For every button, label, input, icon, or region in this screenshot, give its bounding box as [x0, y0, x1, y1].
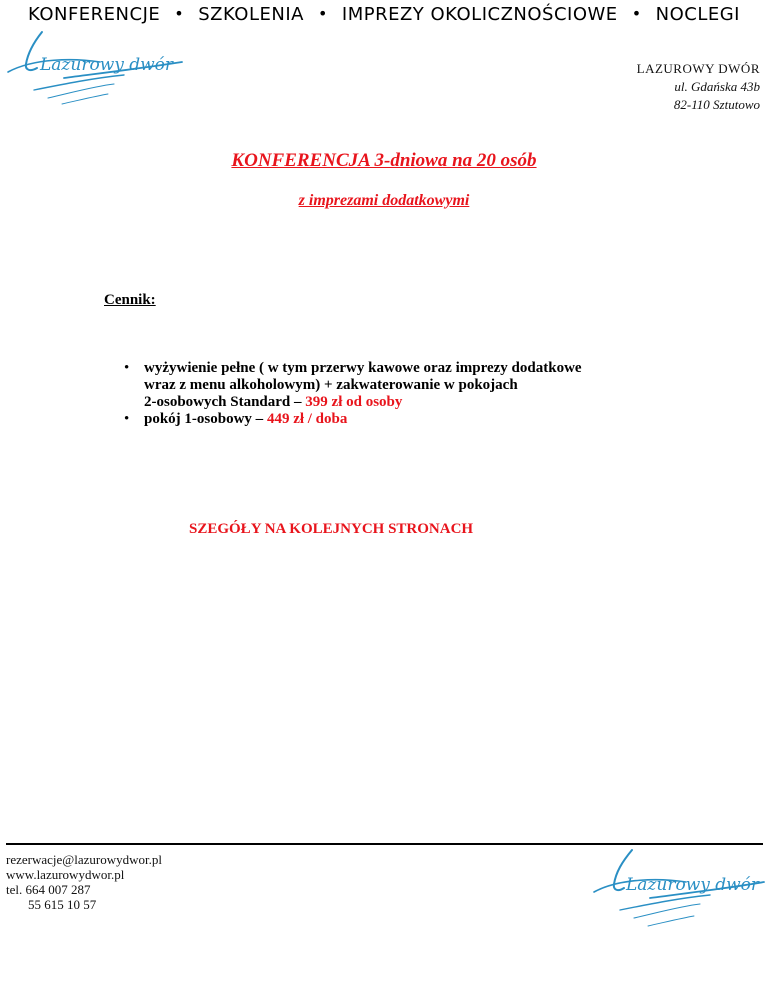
- address-street: ul. Gdańska 43b: [674, 79, 760, 94]
- nav-item-konferencje: KONFERENCJE: [28, 3, 161, 25]
- logo-wordmark: Lazurowy dwór: [40, 55, 174, 75]
- item-price: 399 zł od osoby: [305, 394, 403, 410]
- lazurowy-dwor-logo-footer: [586, 848, 768, 930]
- logo-wordmark: Lazurowy dwór: [626, 875, 760, 895]
- nav-item-szkolenia: SZKOLENIA: [198, 3, 304, 25]
- bullet-icon: •: [124, 411, 130, 427]
- nav-item-noclegi: NOCLEGI: [655, 3, 740, 25]
- nav-separator: •: [174, 4, 185, 23]
- price-list-label: Cennik:: [104, 292, 156, 308]
- item-text: pokój 1-osobowy –: [144, 411, 267, 427]
- footer-divider: [6, 843, 763, 845]
- bullet-icon: •: [124, 360, 130, 376]
- top-navigation: [0, 0, 768, 28]
- nav-item-imprezy: IMPREZY OKOLICZNOŚCIOWE: [341, 3, 618, 25]
- company-address: [637, 60, 760, 114]
- nav-separator: •: [317, 4, 328, 23]
- item-text: wraz z menu alkoholowym) + zakwaterowanie w pokojach: [144, 377, 518, 393]
- contact-phone: tel. 664 007 287: [6, 882, 91, 897]
- lazurowy-dwor-logo: [4, 28, 186, 108]
- contact-info: [6, 852, 162, 912]
- nav-separator: •: [631, 4, 642, 23]
- item-text: 2-osobowych Standard –: [144, 394, 306, 410]
- offer-title: KONFERENCJA 3-dniowa na 20 osób: [231, 150, 537, 171]
- item-text: wyżywienie pełne ( w tym przerwy kawowe oraz imprezy dodatkowe: [144, 360, 582, 376]
- contact-website[interactable]: www.lazurowydwor.pl: [6, 867, 125, 882]
- price-list-item: [104, 360, 704, 411]
- address-city: 82-110 Sztutowo: [673, 97, 760, 112]
- price-list: [104, 360, 704, 428]
- offer-subtitle: z imprezami dodatkowymi: [298, 192, 470, 209]
- details-note: SZEGÓŁY NA KOLEJNYCH STRONACH: [189, 521, 474, 537]
- item-price: 449 zł / doba: [266, 411, 348, 427]
- contact-email[interactable]: rezerwacje@lazurowydwor.pl: [6, 852, 162, 867]
- company-name: LAZUROWY DWÓR: [636, 61, 760, 76]
- contact-phone-secondary: 55 615 10 57: [28, 897, 97, 912]
- price-list-item: [104, 411, 704, 428]
